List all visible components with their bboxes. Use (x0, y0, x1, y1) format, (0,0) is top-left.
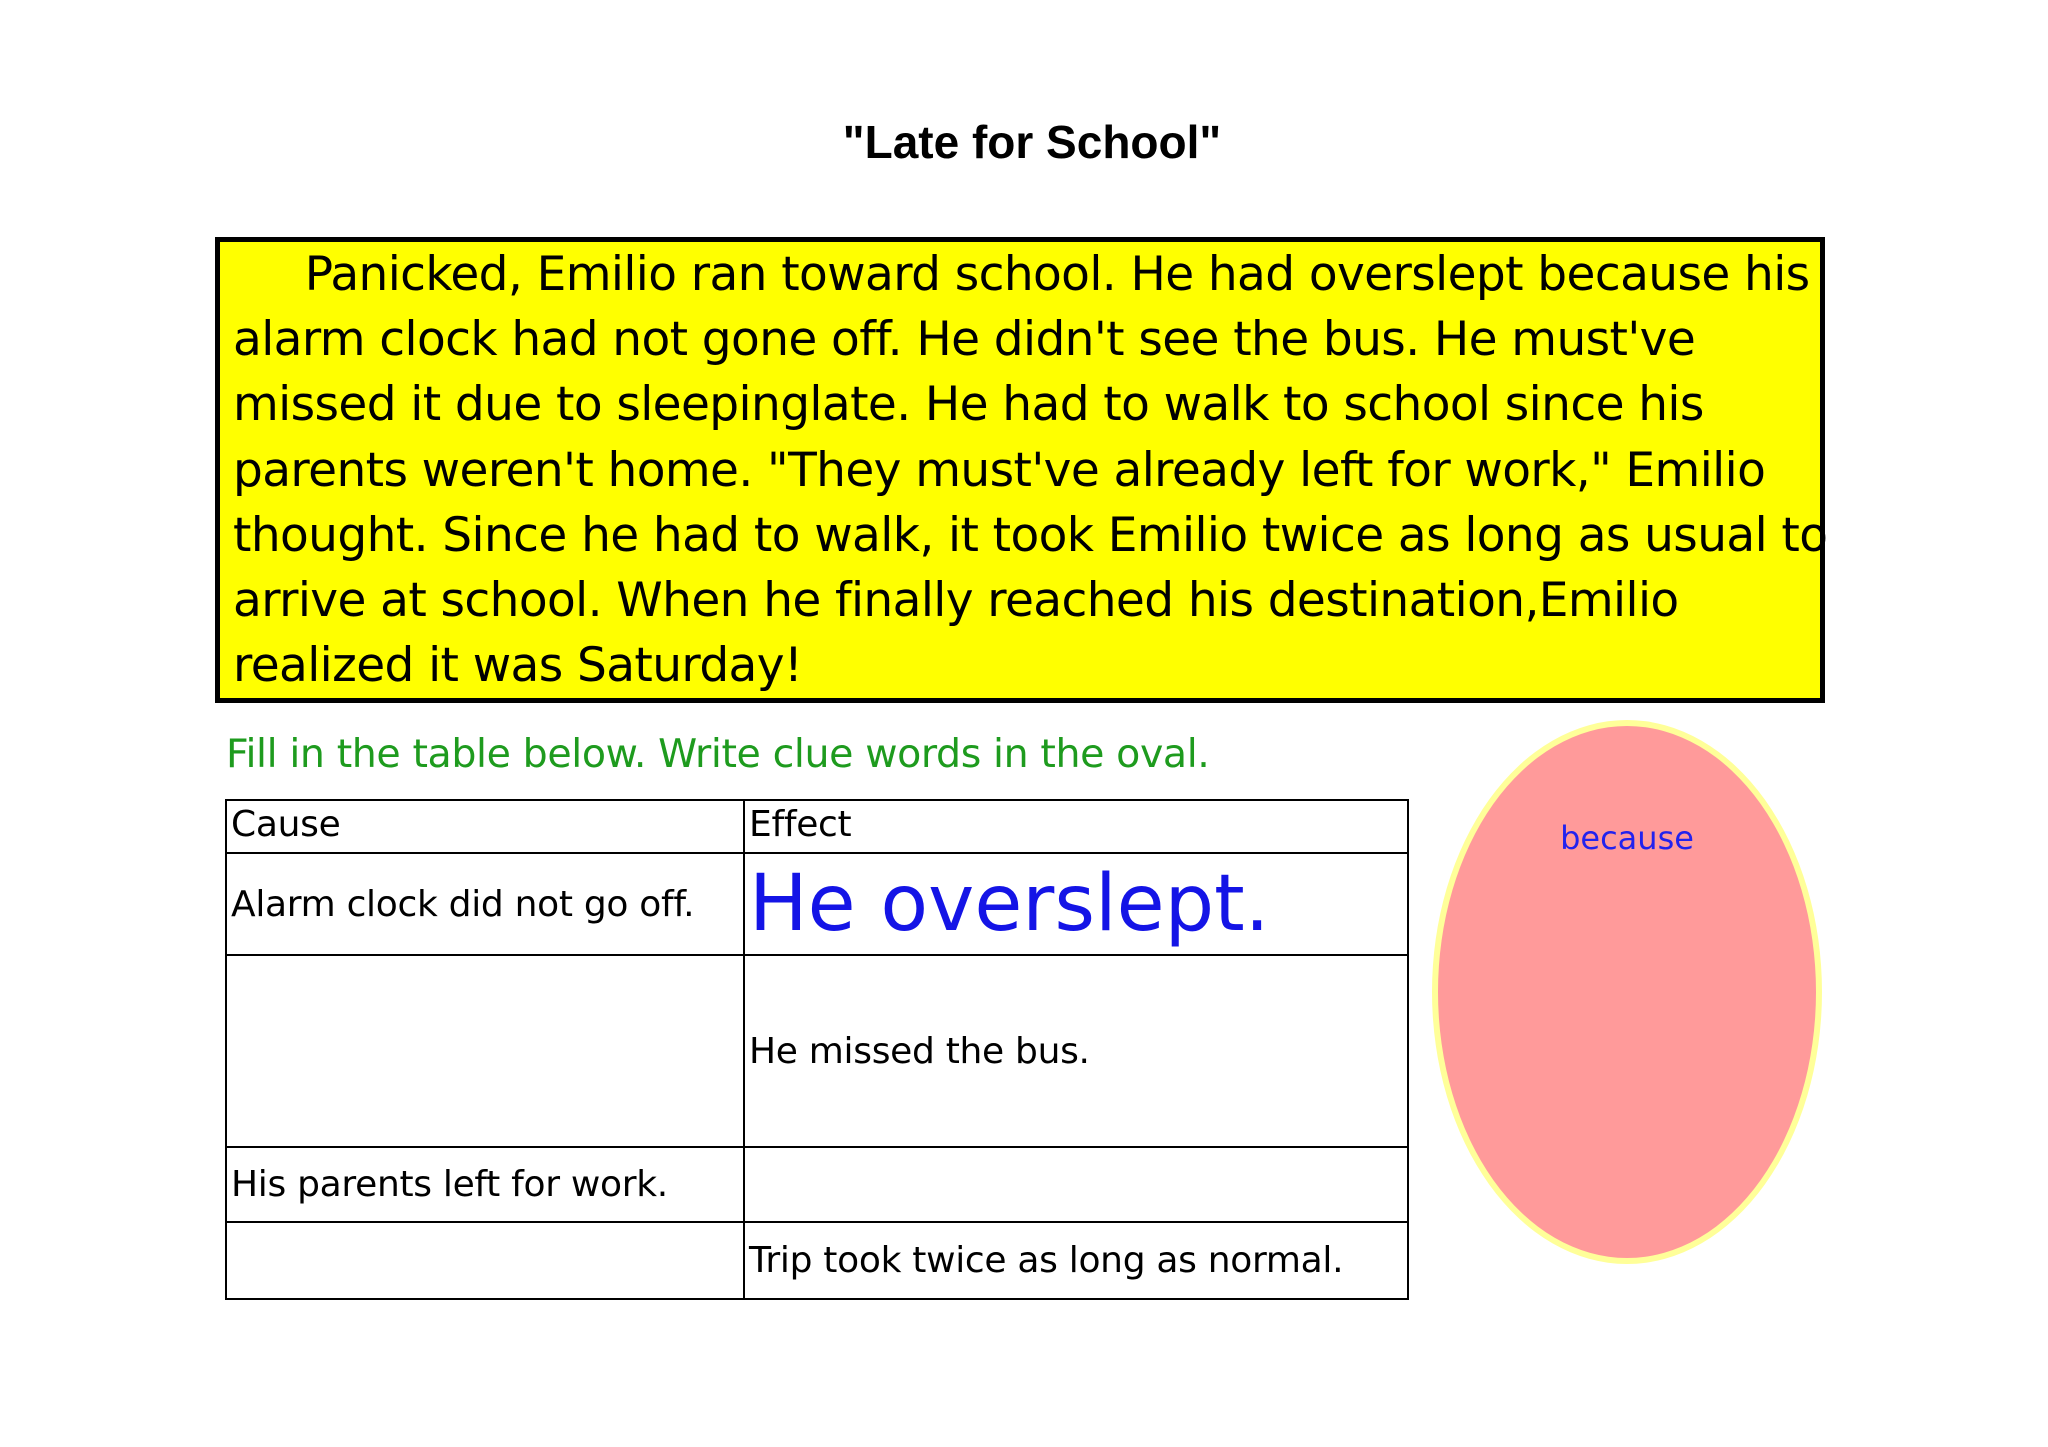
passage-line: Panicked, Emilio ran toward school. He had overslept because his (233, 247, 1810, 302)
table-header-row (226, 800, 1408, 853)
table-row (226, 1147, 1408, 1222)
cause-cell[interactable] (226, 1222, 744, 1299)
effect-cell[interactable]: He missed the bus. (744, 955, 1408, 1147)
table-row (226, 853, 1408, 955)
story-passage-box (215, 237, 1828, 703)
clue-word: because (1560, 819, 1694, 857)
cause-cell[interactable]: His parents left for work. (226, 1147, 744, 1222)
cause-effect-table (225, 799, 1409, 1300)
passage-line: missed it due to sleepinglate. He had to walk to school since his (233, 377, 1704, 433)
passage-line: realized it was Saturday! (233, 638, 803, 694)
effect-cell[interactable]: He overslept. (744, 853, 1408, 955)
effect-cell[interactable] (744, 1147, 1408, 1222)
passage-line: arrive at school. When he finally reached his destination,Emilio (233, 573, 1679, 629)
column-header-effect: Effect (744, 800, 1408, 853)
column-header-cause: Cause (226, 800, 744, 853)
clue-words-oval[interactable] (1432, 720, 1822, 1264)
worksheet-title: "Late for School" (842, 116, 1222, 168)
cause-cell[interactable]: Alarm clock did not go off. (226, 853, 744, 955)
cause-cell[interactable] (226, 955, 744, 1147)
effect-cell[interactable]: Trip took twice as long as normal. (744, 1222, 1408, 1299)
instructions-text: Fill in the table below. Write clue words in the oval. (226, 731, 1210, 777)
passage-line: thought. Since he had to walk, it took Emilio twice as long as usual to (233, 507, 1828, 563)
table-row (226, 1222, 1408, 1299)
story-passage-text (233, 242, 1883, 698)
passage-line: alarm clock had not gone off. He didn't see the bus. He must've (233, 312, 1696, 368)
passage-line: parents weren't home. "They must've already left for work," Emilio (233, 442, 1766, 498)
table-row (226, 955, 1408, 1147)
